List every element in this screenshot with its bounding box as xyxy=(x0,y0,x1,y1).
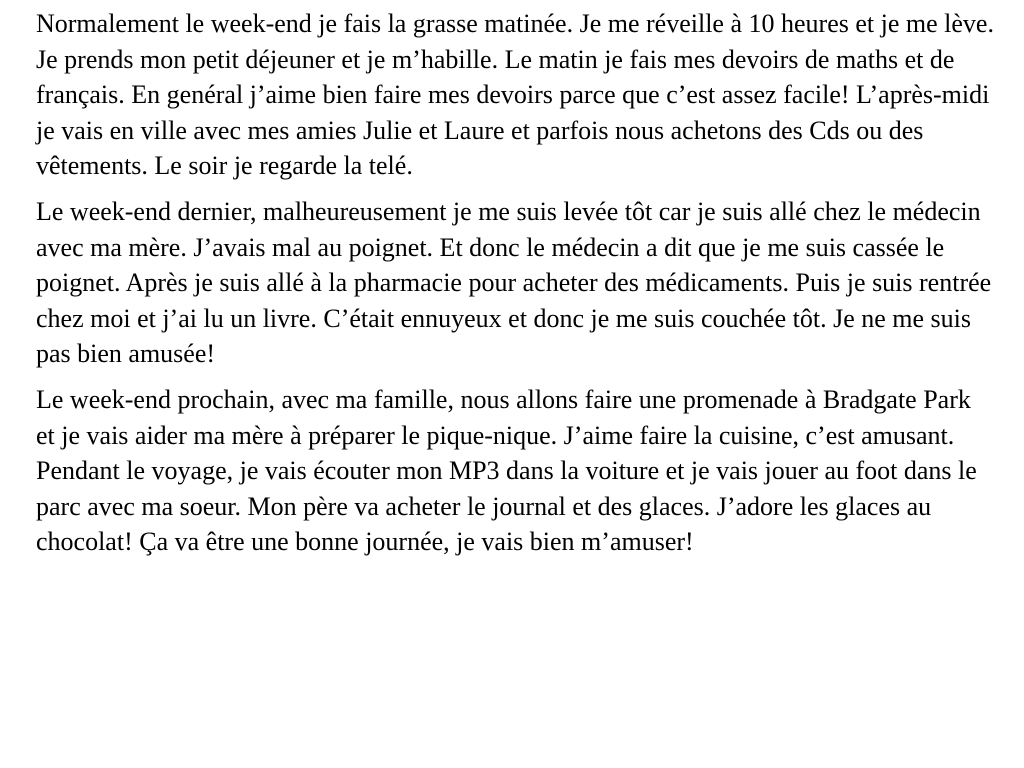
paragraph-usual-weekend: Normalement le week-end je fais la grasse matinée. Je me réveille à 10 heures et je me lève. Je prends mon petit déjeuner et je m’habille. Le matin je fais mes devoirs de maths et de français. En genéral j’aime bien faire mes devoirs parce que c’est assez facile! L’après-midi je vais en ville avec mes amies Julie et Laure et parfois nous achetons des Cds ou des vêtements. Le soir je regarde la telé. xyxy=(36,9,994,181)
paragraph-last-weekend: Le week-end dernier, malheureusement je me suis levée tôt car je suis allé chez le médecin avec ma mère. J’avais mal au poignet. Et donc le médecin a dit que je me suis cassée le poignet. Après je suis allé à la pharmacie pour acheter des médicaments. Puis je suis rentrée chez moi et j’ai lu un livre. C’était ennuyeux et donc je me suis couchée tôt. Je ne me suis pas bien amusée! xyxy=(36,196,992,369)
paragraph-next-weekend: Le week-end prochain, avec ma famille, nous allons faire une promenade à Bradgate Park et je vais aider ma mère à préparer le pique-nique. J’aime faire la cuisine, c’est amusant. Pendant le voyage, je vais écouter mon MP3 dans la voiture et je vais jouer au foot dans le parc avec ma soeur. Mon père va acheter le journal et des glaces. J’adore les glaces au chocolat! Ça va être une bonne journée, je vais bien m’amuser! xyxy=(36,384,977,557)
